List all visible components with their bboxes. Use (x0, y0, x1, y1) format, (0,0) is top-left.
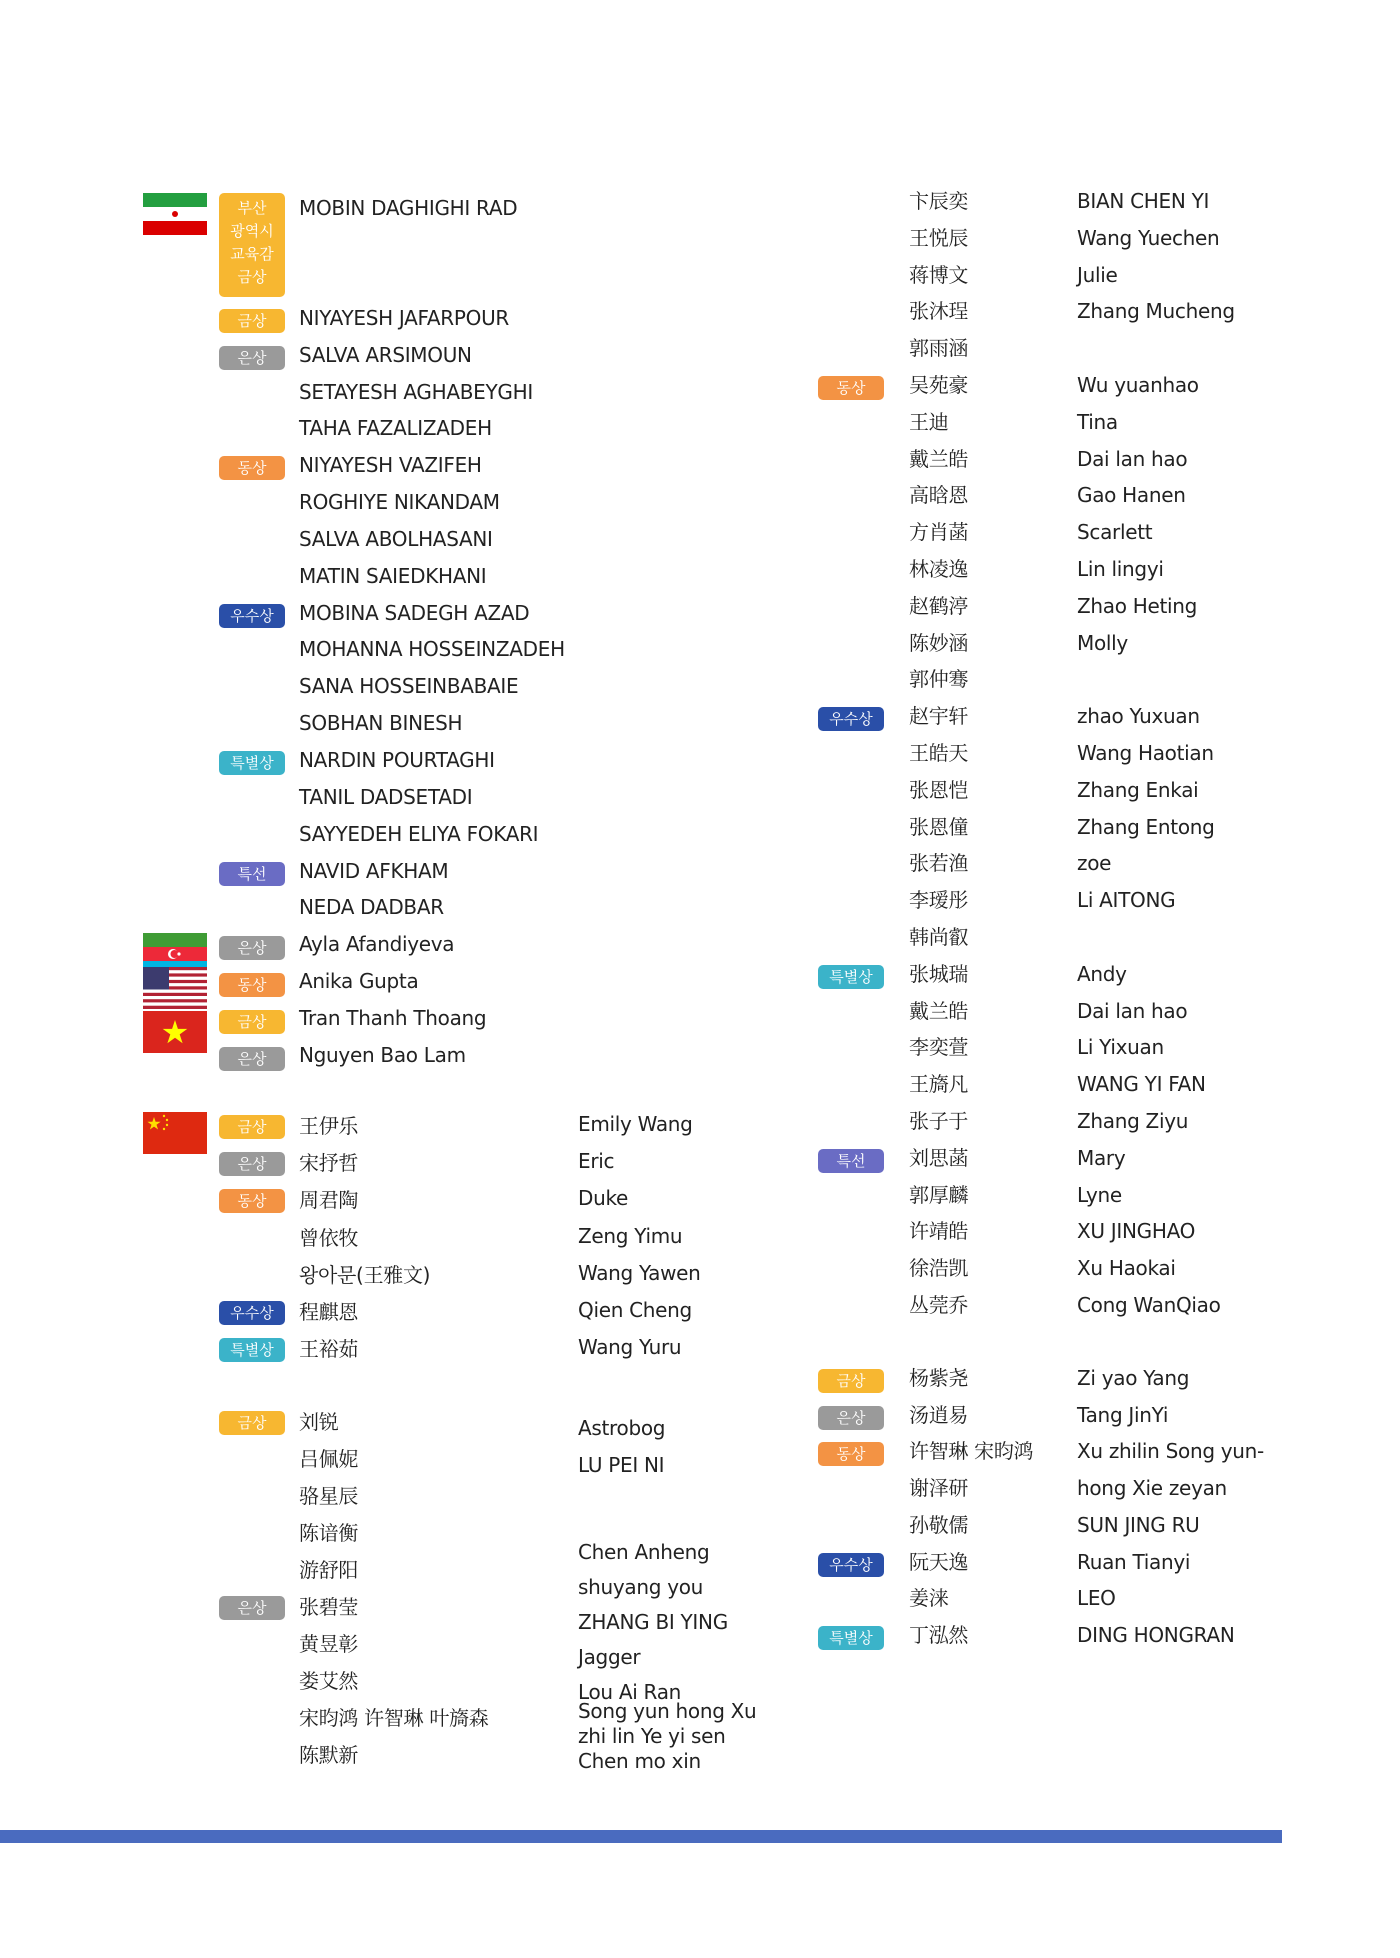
chinese-name: 骆星辰 (299, 1484, 359, 1508)
participant-name: SOBHAN BINESH (299, 711, 463, 735)
chinese-name: 娄艾然 (299, 1669, 359, 1693)
chinese-name: 黄昱彰 (299, 1632, 359, 1656)
english-name: Dai lan hao (1077, 447, 1188, 471)
participant-name: MOBIN DAGHIGHI RAD (299, 196, 518, 220)
participant-name: NIYAYESH JAFARPOUR (299, 306, 510, 330)
chinese-name: 吕佩妮 (299, 1447, 359, 1471)
english-name: Zhao Heting (1077, 594, 1198, 618)
award-badge: 은상 (219, 936, 285, 960)
chinese-name: 曾依牧 (299, 1226, 359, 1250)
chinese-name: 张沐珵 (909, 299, 969, 323)
china-flag (143, 1112, 207, 1154)
chinese-name: 许靖皓 (909, 1219, 969, 1243)
chinese-name: 张城瑞 (909, 962, 969, 986)
chinese-name: 阮天逸 (909, 1550, 969, 1574)
chinese-name: 王悦辰 (909, 226, 969, 250)
participant-name: NIYAYESH VAZIFEH (299, 453, 482, 477)
participant-name: Nguyen Bao Lam (299, 1043, 466, 1067)
chinese-name: 张恩僮 (909, 815, 969, 839)
english-name: Xu Haokai (1077, 1256, 1176, 1280)
english-name: WANG YI FAN (1077, 1072, 1206, 1096)
chinese-name: 刘思菡 (909, 1146, 969, 1170)
chinese-name: 丛莞乔 (909, 1293, 969, 1317)
participant-name: NAVID AFKHAM (299, 859, 449, 883)
chinese-name: 王裕茹 (299, 1337, 359, 1361)
english-name: Eric (578, 1149, 615, 1173)
participant-name: Ayla Afandiyeva (299, 932, 455, 956)
participant-name: SALVA ARSIMOUN (299, 343, 472, 367)
award-badge: 특별상 (818, 1626, 884, 1650)
chinese-name: 郭仲骞 (909, 667, 969, 691)
award-badge: 동상 (818, 376, 884, 400)
award-badge: 동상 (219, 973, 285, 997)
english-name: Gao Hanen (1077, 483, 1186, 507)
english-name: Li Yixuan (1077, 1035, 1164, 1059)
award-badge-busan-gold: 부산 광역시 교육감 금상 (219, 193, 285, 297)
english-name: Zeng Yimu (578, 1224, 683, 1248)
participant-name: Anika Gupta (299, 969, 419, 993)
chinese-name: 姜涞 (909, 1586, 949, 1610)
chinese-name: 刘锐 (299, 1410, 339, 1434)
chinese-name: 郭厚麟 (909, 1183, 969, 1207)
chinese-name: 王旖凡 (909, 1072, 969, 1096)
award-badge: 특별상 (219, 751, 285, 775)
english-name: DING HONGRAN (1077, 1623, 1235, 1647)
english-name: ZHANG BI YING (578, 1610, 728, 1634)
chinese-name: 李瑷彤 (909, 888, 969, 912)
english-name: Wang Yuru (578, 1335, 682, 1359)
chinese-name: 汤逍易 (909, 1403, 969, 1427)
chinese-name: 张碧莹 (299, 1595, 359, 1619)
chinese-name: 丁泓然 (909, 1623, 969, 1647)
english-name: hong Xie zeyan (1077, 1476, 1227, 1500)
english-name: Julie (1077, 263, 1118, 287)
award-badge: 은상 (219, 1596, 285, 1620)
award-badge: 은상 (219, 346, 285, 370)
english-name: Zhang Ziyu (1077, 1109, 1189, 1133)
chinese-name: 张若渔 (909, 851, 969, 875)
chinese-name: 游舒阳 (299, 1558, 359, 1582)
chinese-name: 许智琳 宋昀鸿 (909, 1439, 1034, 1463)
chinese-name: 陈妙涵 (909, 631, 969, 655)
english-name: Tina (1077, 410, 1118, 434)
english-name: Lyne (1077, 1183, 1122, 1207)
participant-name: NEDA DADBAR (299, 895, 444, 919)
english-name: Molly (1077, 631, 1128, 655)
english-name: Dai lan hao (1077, 999, 1188, 1023)
award-badge: 우수상 (219, 604, 285, 628)
chinese-name: 戴兰皓 (909, 447, 969, 471)
english-name: Astrobog (578, 1416, 666, 1440)
chinese-name: 王伊乐 (299, 1114, 359, 1138)
chinese-name: 陈默新 (299, 1743, 359, 1767)
english-name: Lin lingyi (1077, 557, 1164, 581)
participant-name: TANIL DADSETADI (299, 785, 473, 809)
chinese-name: 高晗恩 (909, 483, 969, 507)
english-name: Jagger (578, 1645, 641, 1669)
participant-name: NARDIN POURTAGHI (299, 748, 495, 772)
chinese-name: 郭雨涵 (909, 336, 969, 360)
chinese-name: 陈谙衡 (299, 1521, 359, 1545)
chinese-name: 宋抒哲 (299, 1151, 359, 1175)
english-name: Tang JinYi (1077, 1403, 1169, 1427)
chinese-name: 方肖菡 (909, 520, 969, 544)
chinese-name: 蒋博文 (909, 263, 969, 287)
award-badge: 동상 (219, 456, 285, 480)
participant-name: MOHANNA HOSSEINZADEH (299, 637, 565, 661)
award-badge: 특선 (818, 1149, 884, 1173)
english-name: zoe (1077, 851, 1112, 875)
chinese-name: 张恩恺 (909, 778, 969, 802)
chinese-name: 왕아문(王雅文) (299, 1263, 431, 1287)
english-name: Zhang Enkai (1077, 778, 1199, 802)
english-name: Zi yao Yang (1077, 1366, 1190, 1390)
english-name: Wang Haotian (1077, 741, 1214, 765)
english-name: Emily Wang (578, 1112, 693, 1136)
english-name: Mary (1077, 1146, 1126, 1170)
english-name: Qien Cheng (578, 1298, 692, 1322)
english-name: Zhang Mucheng (1077, 299, 1235, 323)
participant-name: Tran Thanh Thoang (299, 1006, 487, 1030)
vietnam-flag (143, 1011, 207, 1053)
english-name: Scarlett (1077, 520, 1153, 544)
english-name: Lou Ai Ran (578, 1680, 682, 1704)
award-badge: 은상 (818, 1406, 884, 1430)
english-name: Wang Yawen (578, 1261, 701, 1285)
award-badge: 금상 (219, 1115, 285, 1139)
english-name: SUN JING RU (1077, 1513, 1200, 1537)
award-badge: 특선 (219, 862, 285, 886)
chinese-name: 卞辰奕 (909, 189, 969, 213)
english-name: LU PEI NI (578, 1453, 665, 1477)
award-badge: 동상 (818, 1442, 884, 1466)
chinese-name: 赵宇轩 (909, 704, 969, 728)
chinese-name: 赵鹤渟 (909, 594, 969, 618)
award-badge: 우수상 (818, 1553, 884, 1577)
award-badge: 은상 (219, 1152, 285, 1176)
iran-flag (143, 193, 207, 235)
english-name: Li AITONG (1077, 888, 1176, 912)
award-badge: 특별상 (818, 965, 884, 989)
chinese-name: 王皓天 (909, 741, 969, 765)
award-badge: 우수상 (818, 707, 884, 731)
participant-name: TAHA FAZALIZADEH (299, 416, 492, 440)
english-name: Cong WanQiao (1077, 1293, 1221, 1317)
chinese-name: 李奕萱 (909, 1035, 969, 1059)
participant-name: SANA HOSSEINBABAIE (299, 674, 519, 698)
award-badge: 금상 (219, 1010, 285, 1034)
english-name: Xu zhilin Song yun- (1077, 1439, 1264, 1463)
english-name: zhao Yuxuan (1077, 704, 1200, 728)
chinese-name: 宋昀鸿 许智琳 叶旖森 (299, 1706, 489, 1730)
participant-name: ROGHIYE NIKANDAM (299, 490, 500, 514)
award-badge: 우수상 (219, 1301, 285, 1325)
bottom-accent-bar (0, 1830, 1282, 1843)
en-name-multiline: Song yun hong Xu zhi lin Ye yi sen Chen mo xin (578, 1699, 757, 1773)
award-badge: 동상 (219, 1189, 285, 1213)
chinese-name: 徐浩凯 (909, 1256, 969, 1280)
chinese-name: 王迪 (909, 410, 949, 434)
english-name: shuyang you (578, 1575, 704, 1599)
english-name: BIAN CHEN YI (1077, 189, 1210, 213)
award-badge: 특별상 (219, 1338, 285, 1362)
chinese-name: 戴兰皓 (909, 999, 969, 1023)
english-name: LEO (1077, 1586, 1116, 1610)
award-badge: 금상 (219, 1411, 285, 1435)
english-name: Andy (1077, 962, 1127, 986)
award-badge: 금상 (219, 309, 285, 333)
participant-name: SALVA ABOLHASANI (299, 527, 493, 551)
participant-name: MOBINA SADEGH AZAD (299, 601, 530, 625)
english-name: Chen Anheng (578, 1540, 710, 1564)
english-name: XU JINGHAO (1077, 1219, 1196, 1243)
chinese-name: 韩尚叡 (909, 925, 969, 949)
english-name: Wang Yuechen (1077, 226, 1220, 250)
award-badge: 금상 (818, 1369, 884, 1393)
chinese-name: 吴苑豪 (909, 373, 969, 397)
chinese-name: 孙敬儒 (909, 1513, 969, 1537)
award-badge: 은상 (219, 1047, 285, 1071)
chinese-name: 杨紫尧 (909, 1366, 969, 1390)
english-name: Duke (578, 1186, 629, 1210)
english-name: Zhang Entong (1077, 815, 1215, 839)
chinese-name: 张子于 (909, 1109, 969, 1133)
chinese-name: 周君陶 (299, 1188, 359, 1212)
participant-name: MATIN SAIEDKHANI (299, 564, 487, 588)
chinese-name: 程麒恩 (299, 1300, 359, 1324)
chinese-name: 林凌逸 (909, 557, 969, 581)
english-name: Wu yuanhao (1077, 373, 1199, 397)
usa-flag (143, 967, 207, 1009)
participant-name: SETAYESH AGHABEYGHI (299, 380, 533, 404)
chinese-name: 谢泽研 (909, 1476, 969, 1500)
english-name: Ruan Tianyi (1077, 1550, 1191, 1574)
participant-name: SAYYEDEH ELIYA FOKARI (299, 822, 539, 846)
